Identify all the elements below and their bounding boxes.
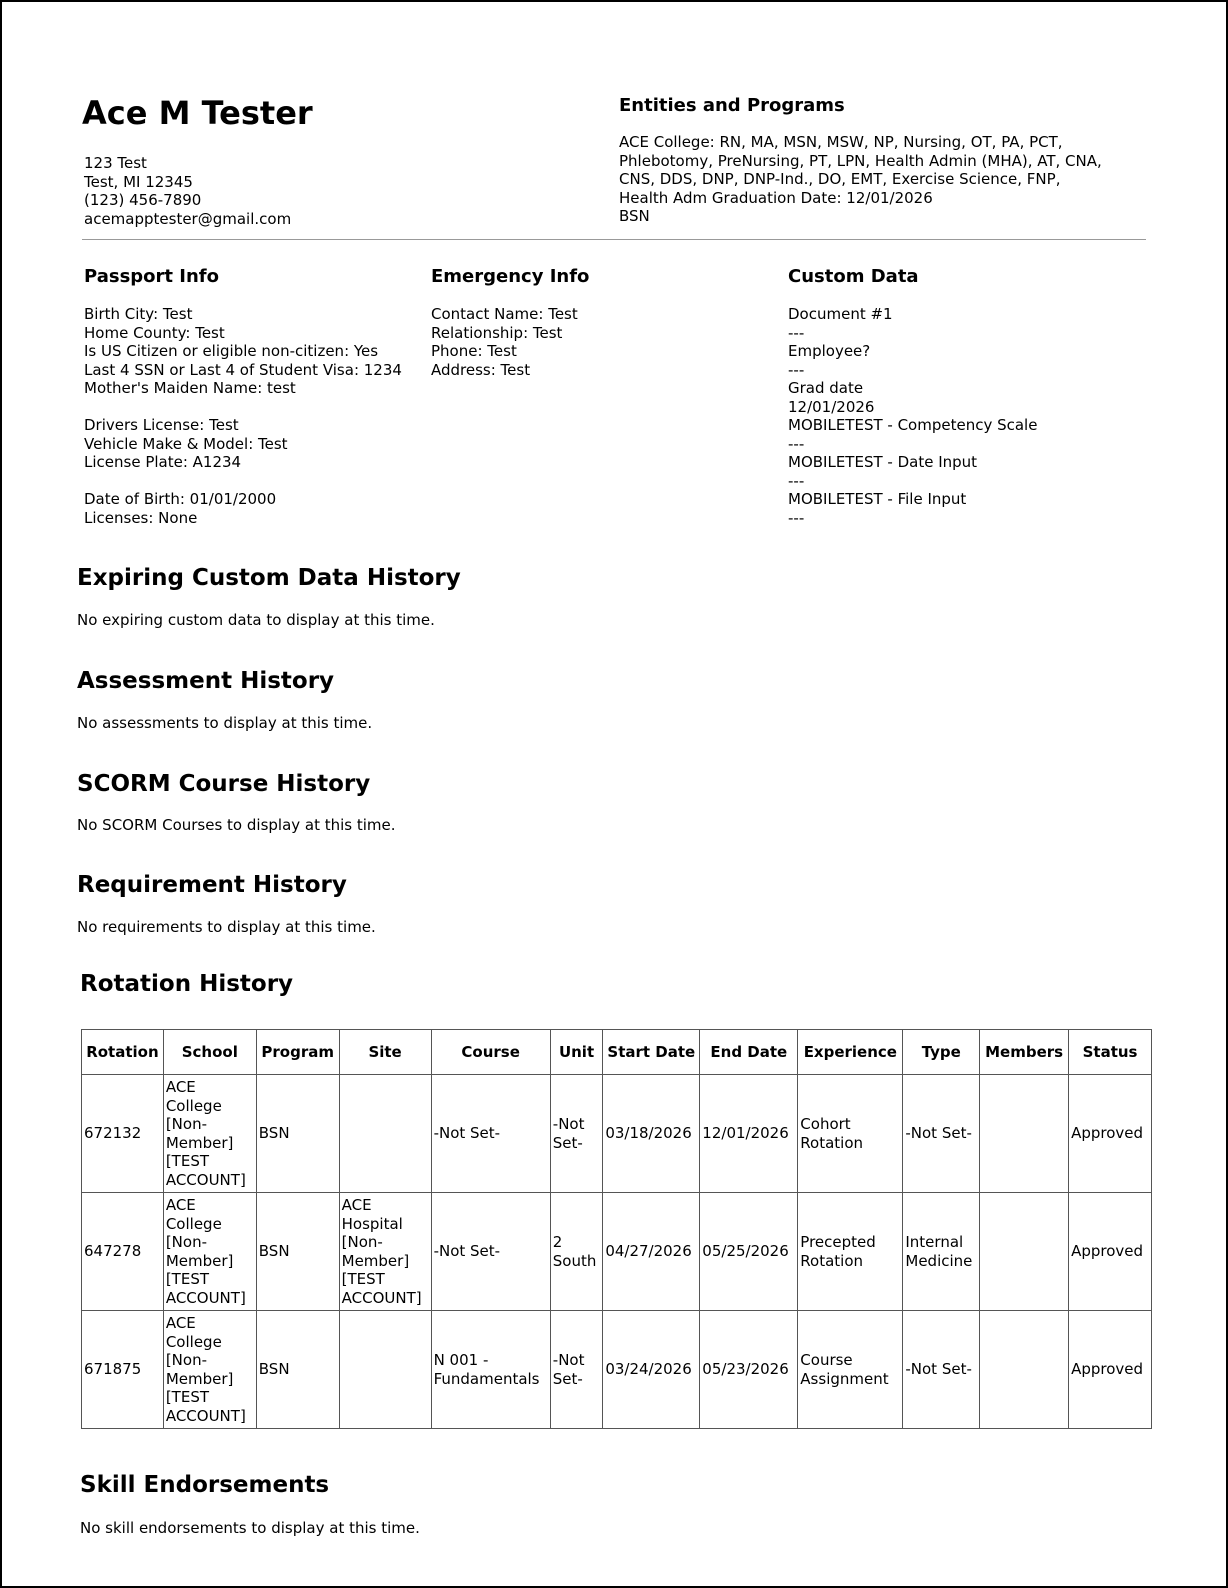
rotation-history-title: Rotation History (80, 971, 294, 997)
phone-number: (123) 456-7890 (84, 191, 202, 209)
custom-data-line: --- (788, 471, 805, 490)
custom-data-line: Employee? (788, 342, 871, 360)
passport-line (84, 398, 402, 417)
start-date-cell: 03/24/2026 (603, 1311, 700, 1429)
start-date-cell: 04/27/2026 (603, 1193, 700, 1311)
custom-data-line: Document #1 (788, 305, 893, 323)
custom-data-line: MOBILETEST - Competency Scale (788, 416, 1038, 434)
assessment-history-title: Assessment History (77, 668, 335, 694)
column-header-site: Site (339, 1030, 431, 1075)
column-header-end-date: End Date (700, 1030, 798, 1075)
program-cell: BSN (256, 1193, 339, 1311)
table-header-row (82, 1030, 1152, 1075)
expiring-custom-data-message: No expiring custom data to display at this time. (77, 611, 435, 629)
custom-data-line: --- (788, 508, 805, 527)
contact-block (84, 154, 291, 228)
scorm-history-title: SCORM Course History (77, 771, 371, 797)
school-cell: ACE College [Non-Member] [TEST ACCOUNT] (163, 1311, 256, 1429)
course-cell: N 001 - Fundamentals (431, 1311, 550, 1429)
custom-data-line: Grad date (788, 379, 864, 397)
scorm-history-message: No SCORM Courses to display at this time. (77, 816, 396, 834)
emergency-line: Contact Name: Test (431, 305, 578, 323)
skill-endorsements-title: Skill Endorsements (80, 1472, 330, 1498)
rotation-id-cell: 671875 (82, 1311, 164, 1429)
passport-line: Vehicle Make & Model: Test (84, 434, 288, 453)
type-cell: Internal Medicine (903, 1193, 980, 1311)
experience-cell: Course Assignment (798, 1311, 903, 1429)
passport-line: Licenses: None (84, 508, 198, 527)
column-header-start-date: Start Date (603, 1030, 700, 1075)
column-header-school: School (163, 1030, 256, 1075)
address-line-2: Test, MI 12345 (84, 172, 193, 191)
requirement-history-message: No requirements to display at this time. (77, 918, 376, 936)
column-header-experience: Experience (798, 1030, 903, 1075)
emergency-info (431, 305, 578, 379)
column-header-members: Members (980, 1030, 1069, 1075)
experience-cell: Cohort Rotation (798, 1075, 903, 1193)
rotation-id-cell: 672132 (82, 1075, 164, 1193)
start-date-cell: 03/18/2026 (603, 1075, 700, 1193)
rotation-id-cell: 647278 (82, 1193, 164, 1311)
student-name: Ace M Tester (82, 94, 313, 132)
entities-line: Phlebotomy, PreNursing, PT, LPN, Health Admin (MHA), AT, CNA, (619, 151, 1102, 170)
type-cell: -Not Set- (903, 1311, 980, 1429)
unit-cell: 2 South (550, 1193, 603, 1311)
entities-line: Health Adm Graduation Date: 12/01/2026 (619, 188, 933, 207)
requirement-history-title: Requirement History (77, 872, 347, 898)
column-header-unit: Unit (550, 1030, 603, 1075)
site-cell (339, 1075, 431, 1193)
school-cell: ACE College [Non-Member] [TEST ACCOUNT] (163, 1193, 256, 1311)
custom-data-list (788, 305, 1037, 527)
entities-heading: Entities and Programs (619, 95, 845, 116)
course-cell: -Not Set- (431, 1193, 550, 1311)
column-header-status: Status (1069, 1030, 1152, 1075)
emergency-heading: Emergency Info (431, 266, 590, 287)
course-cell: -Not Set- (431, 1075, 550, 1193)
entities-list (619, 133, 1102, 226)
end-date-cell: 05/23/2026 (700, 1311, 798, 1429)
experience-cell: Precepted Rotation (798, 1193, 903, 1311)
header-divider (82, 239, 1146, 240)
unit-cell: -Not Set- (550, 1311, 603, 1429)
passport-line: Birth City: Test (84, 305, 193, 323)
custom-data-line: --- (788, 360, 805, 379)
site-cell (339, 1311, 431, 1429)
passport-line: Mother's Maiden Name: test (84, 379, 296, 397)
address-line-1: 123 Test (84, 154, 147, 172)
column-header-type: Type (903, 1030, 980, 1075)
custom-data-line: MOBILETEST - Date Input (788, 453, 978, 471)
school-cell: ACE College [Non-Member] [TEST ACCOUNT] (163, 1075, 256, 1193)
custom-data-line: --- (788, 323, 805, 342)
emergency-line: Relationship: Test (431, 323, 563, 342)
status-cell: Approved (1069, 1311, 1152, 1429)
table-row (82, 1193, 1152, 1311)
passport-heading: Passport Info (84, 266, 219, 287)
custom-data-heading: Custom Data (788, 266, 919, 287)
members-cell (980, 1075, 1069, 1193)
passport-line: Last 4 SSN or Last 4 of Student Visa: 1234 (84, 360, 402, 379)
column-header-program: Program (256, 1030, 339, 1075)
custom-data-line: 12/01/2026 (788, 397, 875, 416)
program-cell: BSN (256, 1311, 339, 1429)
emergency-line: Address: Test (431, 360, 531, 379)
status-cell: Approved (1069, 1193, 1152, 1311)
rotation-history-table (81, 1029, 1152, 1429)
passport-line: Date of Birth: 01/01/2000 (84, 490, 277, 508)
column-header-course: Course (431, 1030, 550, 1075)
assessment-history-message: No assessments to display at this time. (77, 714, 373, 732)
column-header-rotation: Rotation (82, 1030, 164, 1075)
passport-line: Is US Citizen or eligible non-citizen: Yes (84, 342, 379, 360)
passport-info (84, 305, 402, 527)
status-cell: Approved (1069, 1075, 1152, 1193)
passport-line: Drivers License: Test (84, 416, 239, 434)
entities-line: BSN (619, 207, 650, 225)
table-row (82, 1075, 1152, 1193)
unit-cell: -Not Set- (550, 1075, 603, 1193)
custom-data-line: --- (788, 434, 805, 453)
members-cell (980, 1311, 1069, 1429)
members-cell (980, 1193, 1069, 1311)
program-cell: BSN (256, 1075, 339, 1193)
email-address: acemapptester@gmail.com (84, 209, 292, 228)
end-date-cell: 12/01/2026 (700, 1075, 798, 1193)
passport-line (84, 472, 402, 491)
skill-endorsements-message: No skill endorsements to display at this time. (80, 1519, 420, 1537)
custom-data-line: MOBILETEST - File Input (788, 490, 967, 508)
entities-line: CNS, DDS, DNP, DNP-Ind., DO, EMT, Exercise Science, FNP, (619, 170, 1061, 188)
site-cell: ACE Hospital [Non-Member] [TEST ACCOUNT] (339, 1193, 431, 1311)
entities-line: ACE College: RN, MA, MSN, MSW, NP, Nursing, OT, PA, PCT, (619, 133, 1063, 151)
emergency-line: Phone: Test (431, 342, 517, 360)
end-date-cell: 05/25/2026 (700, 1193, 798, 1311)
passport-line: Home County: Test (84, 323, 225, 342)
type-cell: -Not Set- (903, 1075, 980, 1193)
expiring-custom-data-title: Expiring Custom Data History (77, 565, 461, 591)
passport-line: License Plate: A1234 (84, 453, 242, 471)
table-row (82, 1311, 1152, 1429)
